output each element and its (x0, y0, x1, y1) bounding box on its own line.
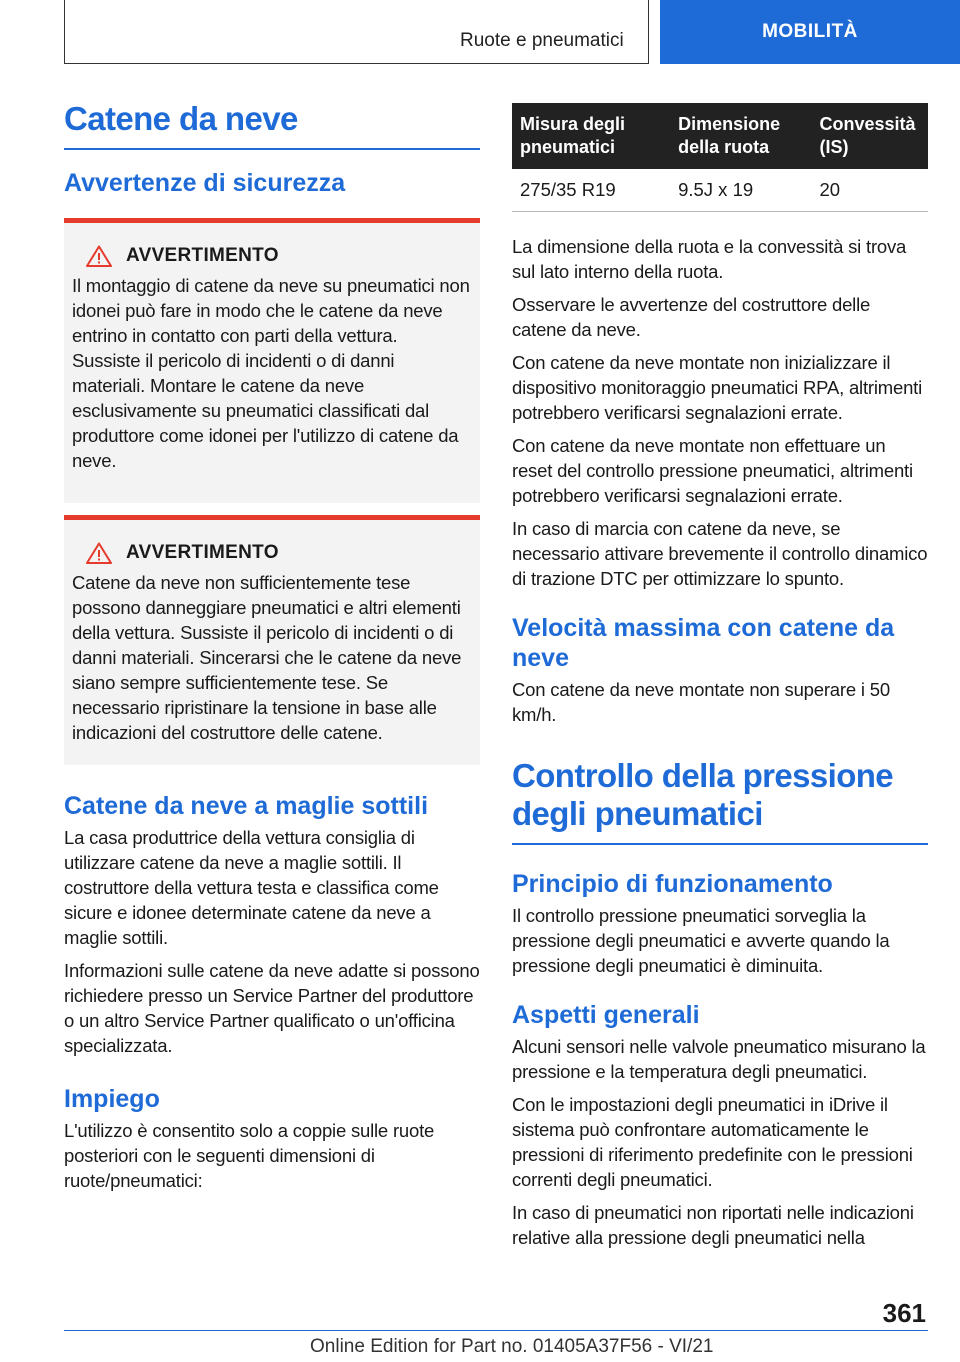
paragraph: Con le impostazioni degli pneumatici in iDrive il sistema può confrontare automaticamente le pressioni di riferimento predefinite con le pressioni correnti degli pneumatici. (512, 1093, 913, 1190)
paragraph: L'utilizzo è consentito solo a coppie sulle ruote posteriori con le seguenti dimensioni di ruote/pneumatici: (64, 1119, 435, 1191)
heading-aspetti-generali: Aspetti generali (512, 1000, 700, 1029)
header-border-bottom (64, 63, 649, 64)
paragraph: In caso di pneumatici non riportati nelle indicazioni relative alla pressione degli pneumatici nella (512, 1201, 914, 1248)
heading-catene-maglie-sottili: Catene da neve a maglie sottili (64, 791, 429, 820)
table-cell: 275/35 R19 (512, 169, 670, 212)
paragraph: Con catene da neve montate non effettuare un reset del controllo pressione pneumatici, altrimenti potrebbero verificarsi segnalazioni errate. (512, 435, 913, 506)
table-row (512, 169, 928, 212)
warning-box-2 (64, 515, 480, 765)
heading-impiego: Impiego (64, 1084, 160, 1113)
heading-rule (64, 148, 480, 150)
paragraph: La casa produttrice della vettura consiglia di utilizzare catene da neve a maglie sottili. Il costruttore della vettura testa e classifica come sicure e idonee determinate catene da neve a maglie sottili. (64, 826, 439, 948)
header-section-title: Ruote e pneumatici (460, 30, 624, 51)
table-cell: 9.5J x 19 (670, 169, 811, 212)
paragraph: Con catene da neve montate non inizializzare il dispositivo monitoraggio pneumatici RPA, altrimenti potrebbero verificarsi segnalazioni errate. (512, 352, 923, 423)
warning-text: Il montaggio di catene da neve su pneumatici non idonei può fare in modo che le catene da neve entrino in contatto con parti della vettura. Sussiste il pericolo di incidenti o di danni materiali. Montare le catene da neve esclusivamente su pneumatici classificati dal produttore come idonei per l'utilizzo di catene da neve. (72, 274, 470, 471)
paragraph: In caso di marcia con catene da neve, se necessario attivare brevemente il controllo dinamico di trazione DTC per ottimizzare lo spunto. (512, 518, 928, 589)
warning-header (72, 245, 470, 267)
heading-catene-da-neve: Catene da neve (64, 100, 298, 137)
warning-title: AVVERTIMENTO (126, 244, 279, 266)
footer-edition: Online Edition for Part no. 01405A37F56 - VI/21 (310, 1336, 714, 1357)
heading-controllo-pressione: Controllo della pressione degli pneumatici (512, 757, 894, 832)
heading-avvertenze-sicurezza: Avvertenze di sicurezza (64, 168, 346, 197)
header-border-left (64, 0, 65, 64)
warning-text: Catene da neve non sufficientemente tese possono danneggiare pneumatici e altri elementi della vettura. Sussiste il pericolo di incidenti o di danni materiali. Sincerarsi che le catene da neve siano sempre sufficientemente tese. Se necessario ripristinare la tensione in base alle indicazioni del costruttore delle catene. (72, 571, 462, 743)
left-column (64, 100, 480, 1201)
heading-velocita-massima: Velocità massima con catene da neve (512, 614, 895, 672)
paragraph: Con catene da neve montate non superare i 50 km/h. (512, 679, 890, 725)
tire-size-table (512, 103, 928, 212)
right-column (512, 100, 928, 1258)
heading-rule (512, 843, 928, 845)
table-header-cell: Misura degli pneumatici (512, 103, 670, 169)
footer-rule (64, 1330, 928, 1331)
page-number: 361 (882, 1298, 926, 1328)
table-header-row (512, 103, 928, 169)
paragraph: La dimensione della ruota e la convessità si trova sul lato interno della ruota. (512, 236, 907, 282)
paragraph: Il controllo pressione pneumatici sorveglia la pressione degli pneumatici e avverte quando la pressione degli pneumatici è diminuita. (512, 904, 890, 976)
paragraph: Alcuni sensori nelle valvole pneumatico misurano la pressione e la temperatura degli pneumatici. (512, 1035, 926, 1082)
warning-box-1 (64, 218, 480, 503)
warning-title: AVVERTIMENTO (126, 541, 279, 563)
warning-header (72, 542, 470, 564)
header-chapter-tab[interactable]: MOBILITÀ (660, 0, 960, 64)
table-header-cell: Convessità (IS) (812, 103, 928, 169)
paragraph: Informazioni sulle catene da neve adatte si possono richiedere presso un Service Partner del produttore o un altro Service Partner qualificato o un'officina specializzata. (64, 959, 480, 1056)
heading-principio-funzionamento: Principio di funzionamento (512, 869, 833, 898)
warning-triangle-icon (86, 542, 112, 564)
header-border-mid (648, 0, 649, 64)
paragraph: Osservare le avvertenze del costruttore delle catene da neve. (512, 294, 871, 340)
table-header-cell: Dimensione della ruota (670, 103, 811, 169)
table-cell: 20 (812, 169, 928, 212)
warning-triangle-icon (86, 245, 112, 267)
